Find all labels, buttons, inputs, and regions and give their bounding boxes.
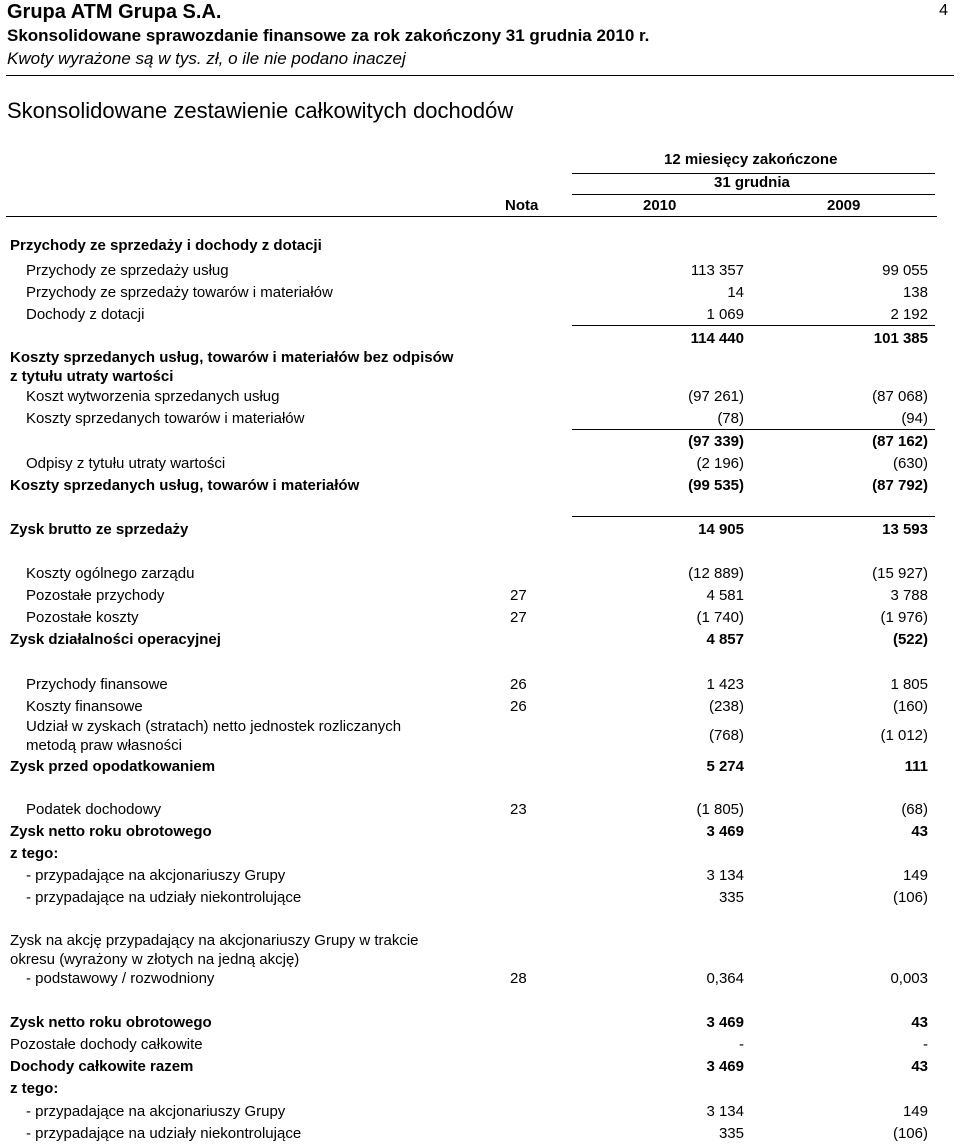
value-2009: 138: [902, 284, 928, 301]
period-rule-2: [572, 194, 935, 195]
value-2010: 4 581: [706, 587, 744, 604]
row-label-line2: z tytułu utraty wartości: [10, 368, 174, 385]
value-2010: (12 889): [688, 565, 744, 582]
nota-ref: 28: [510, 970, 527, 987]
value-2010: 4 857: [706, 631, 744, 648]
value-2009: (522): [892, 631, 928, 648]
value-2010: (1 740): [696, 609, 744, 626]
row-label: Przychody ze sprzedaży towarów i materiałów: [26, 284, 333, 301]
value-2009: (106): [892, 889, 928, 906]
value-2009: -: [923, 1036, 928, 1053]
row-label: Koszty ogólnego zarządu: [26, 565, 195, 582]
value-2009: (87 792): [872, 477, 928, 494]
value-2010: 3 134: [706, 867, 744, 884]
row-label: Zysk netto roku obrotowego: [10, 823, 212, 840]
report-title: Skonsolidowane sprawozdanie finansowe za rok zakończony 31 grudnia 2010 r.: [7, 26, 650, 45]
row-label: - przypadające na udziały niekontrolujące: [26, 1125, 302, 1142]
row-label: Zysk działalności operacyjnej: [10, 631, 221, 648]
value-2009: (160): [892, 698, 928, 715]
value-2009: 43: [911, 823, 928, 840]
value-2009: 101 385: [873, 330, 928, 347]
row-label: Przychody ze sprzedaży i dochody z dotacji: [10, 237, 322, 254]
value-2009: 149: [902, 1103, 928, 1120]
company-name: Grupa ATM Grupa S.A.: [7, 1, 222, 23]
row-label: z tego:: [10, 845, 59, 862]
value-2009: 43: [911, 1014, 928, 1031]
nota-ref: 26: [510, 698, 527, 715]
row-label: - podstawowy / rozwodniony: [26, 970, 215, 987]
header-rule: [6, 75, 954, 76]
value-2010: (97 261): [688, 388, 744, 405]
value-2010: 1 069: [706, 306, 744, 323]
value-2010: 3 134: [706, 1103, 744, 1120]
year-2009-heading: 2009: [827, 197, 861, 214]
value-2009: (94): [901, 410, 928, 427]
value-2010: 114 440: [690, 330, 744, 347]
row-label: Koszty sprzedanych usług, towarów i materiałów: [10, 477, 360, 494]
value-2009: 99 055: [882, 262, 928, 279]
row-label: Koszty sprzedanych towarów i materiałów: [26, 410, 305, 427]
nota-ref: 27: [510, 609, 527, 626]
nota-heading: Nota: [505, 197, 539, 214]
row-label: - przypadające na akcjonariuszy Grupy: [26, 867, 286, 884]
value-2009: (68): [901, 801, 928, 818]
row-label: Dochody z dotacji: [26, 306, 145, 323]
value-2010: 1 423: [706, 676, 744, 693]
value-2009: 2 192: [890, 306, 928, 323]
period-heading-line2: 31 grudnia: [714, 174, 790, 191]
row-label: z tego:: [10, 1080, 59, 1097]
value-2009: (106): [892, 1125, 928, 1142]
value-2010: 5 274: [706, 758, 744, 775]
value-2009: 43: [911, 1058, 928, 1075]
row-label: Koszt wytworzenia sprzedanych usług: [26, 388, 280, 405]
value-2009: (87 162): [872, 433, 928, 450]
row-label: Zysk netto roku obrotowego: [10, 1014, 212, 1031]
nota-ref: 26: [510, 676, 527, 693]
row-label: Koszty finansowe: [26, 698, 143, 715]
statement-title: Skonsolidowane zestawienie całkowitych dochodów: [7, 98, 514, 123]
value-2009: 3 788: [890, 587, 928, 604]
value-2009: (630): [892, 455, 928, 472]
row-label: Zysk brutto ze sprzedaży: [10, 521, 189, 538]
row-label-line2: okresu (wyrażony w złotych na jedną akcję): [10, 951, 300, 968]
value-2010: 14 905: [698, 521, 744, 538]
row-label: [26, 717, 401, 755]
value-2010: (99 535): [688, 477, 744, 494]
row-label: Podatek dochodowy: [26, 801, 162, 818]
page-number: 4: [939, 2, 948, 19]
value-2009: 0,003: [890, 970, 928, 987]
row-label: Przychody ze sprzedaży usług: [26, 262, 229, 279]
nota-ref: 23: [510, 801, 527, 818]
row-label-line1: Zysk na akcję przypadający na akcjonariuszy Grupy w trakcie: [10, 932, 419, 949]
column-header-rule: [6, 216, 937, 217]
value-2009: (15 927): [872, 565, 928, 582]
row-label: - przypadające na akcjonariuszy Grupy: [26, 1103, 286, 1120]
row-label-line1: Udział w zyskach (stratach) netto jednostek rozliczanych: [26, 718, 402, 735]
row-label: Zysk przed opodatkowaniem: [10, 758, 216, 775]
value-2010: 3 469: [706, 1014, 744, 1031]
value-2009: 111: [904, 758, 928, 775]
value-2010: -: [739, 1036, 744, 1053]
row-label: [10, 348, 453, 386]
row-label: Pozostałe dochody całkowite: [10, 1036, 203, 1053]
value-2010: (768): [708, 727, 744, 744]
value-2009: (87 068): [872, 388, 928, 405]
row-label: Pozostałe koszty: [26, 609, 139, 626]
value-2009: 149: [902, 867, 928, 884]
value-2010: 3 469: [706, 823, 744, 840]
year-2010-heading: 2010: [643, 197, 677, 214]
row-label: Przychody finansowe: [26, 676, 168, 693]
period-heading-line1: 12 miesięcy zakończone: [664, 151, 838, 168]
subtotal-rule: [572, 325, 935, 326]
value-2010: 0,364: [706, 970, 744, 987]
value-2010: 113 357: [690, 262, 744, 279]
value-2009: (1 976): [880, 609, 928, 626]
value-2010: (238): [708, 698, 744, 715]
value-2009: 1 805: [890, 676, 928, 693]
value-2009: 13 593: [882, 521, 928, 538]
row-label: Pozostałe przychody: [26, 587, 165, 604]
value-2009: (1 012): [880, 727, 928, 744]
row-label: Odpisy z tytułu utraty wartości: [26, 455, 226, 472]
value-2010: 3 469: [706, 1058, 744, 1075]
value-2010: (78): [717, 410, 744, 427]
value-2010: 335: [718, 1125, 744, 1142]
value-2010: 335: [718, 889, 744, 906]
row-label: Dochody całkowite razem: [10, 1058, 194, 1075]
units-note: Kwoty wyrażone są w tys. zł, o ile nie podano inaczej: [7, 49, 406, 68]
row-label: [10, 931, 419, 969]
value-2010: (1 805): [696, 801, 744, 818]
row-label-line1: Koszty sprzedanych usług, towarów i materiałów bez odpisów: [10, 349, 454, 366]
value-2010: 14: [727, 284, 744, 301]
gross-profit-rule: [572, 516, 935, 517]
row-label-line2: metodą praw własności: [26, 737, 182, 754]
subtotal-rule: [572, 429, 935, 430]
value-2010: (2 196): [696, 455, 744, 472]
row-label: - przypadające na udziały niekontrolujące: [26, 889, 302, 906]
value-2010: (97 339): [688, 433, 744, 450]
nota-ref: 27: [510, 587, 527, 604]
